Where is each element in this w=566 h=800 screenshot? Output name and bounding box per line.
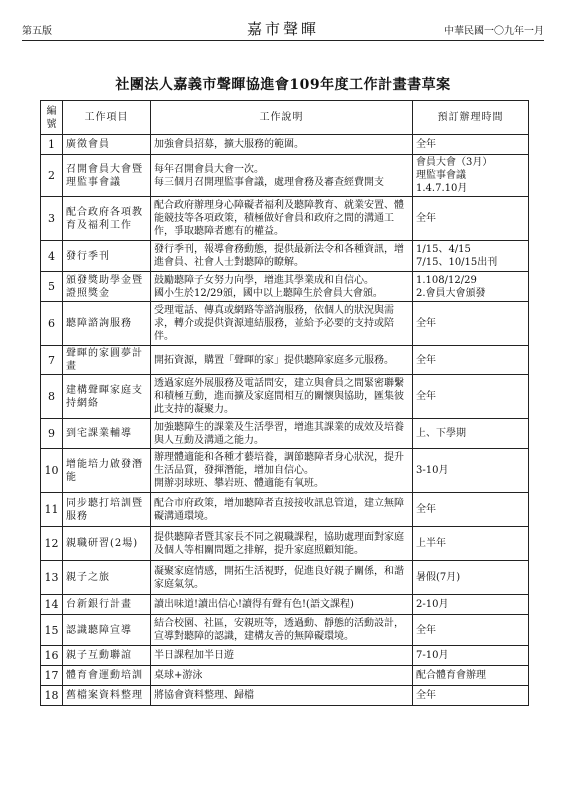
cell-number: 2 xyxy=(41,155,63,197)
table-header-row xyxy=(41,101,529,135)
cell-schedule: 3-10月 xyxy=(413,449,529,493)
issue-date: 中華民國一〇九年一月 xyxy=(444,26,544,37)
cell-schedule: 上半年 xyxy=(413,527,529,561)
cell-schedule: 全年 xyxy=(413,302,529,346)
table-row xyxy=(41,375,529,419)
edition-label: 第五版 xyxy=(22,26,52,37)
cell-schedule: 全年 xyxy=(413,615,529,646)
cell-item: 親子互動聯誼 xyxy=(63,646,151,666)
cell-schedule: 全年 xyxy=(413,135,529,155)
cell-schedule: 7-10月 xyxy=(413,646,529,666)
cell-number: 4 xyxy=(41,241,63,272)
cell-schedule: 全年 xyxy=(413,375,529,419)
cell-schedule: 會員大會（3月） 理監事會議 1.4.7.10月 xyxy=(413,155,529,197)
table-row xyxy=(41,302,529,346)
cell-description: 半日課程加半日遊 xyxy=(151,646,413,666)
cell-description: 結合校園、社區，安親班等，透過動、靜態的活動設計，宣導對聽障的認識，建構友善的無障礙環境。 xyxy=(151,615,413,646)
cell-item: 增能培力啟發潛能 xyxy=(63,449,151,493)
cell-item: 到宅課業輔導 xyxy=(63,419,151,449)
cell-description: 讀出味道!讀出信心!讀得有聲有色!(語文課程) xyxy=(151,595,413,615)
cell-number: 1 xyxy=(41,135,63,155)
column-header-item: 工作項目 xyxy=(63,101,151,135)
cell-description: 提供聽障者暨其家長不同之親職課程，協助處理面對家庭及個人等相關問題之排解，提升家庭照顧知能。 xyxy=(151,527,413,561)
cell-number: 8 xyxy=(41,375,63,419)
table-row xyxy=(41,686,529,706)
cell-schedule: 配合體育會辦理 xyxy=(413,666,529,686)
table-row xyxy=(41,493,529,527)
cell-description: 辦理體適能和各種才藝培養，調節聽障者身心狀況，提升生活品質，發揮潛能，增加自信心。 開辦羽球班、攀岩班、體適能有氧班。 xyxy=(151,449,413,493)
table-row xyxy=(41,646,529,666)
document-title: 社團法人嘉義市聲暉協進會109年度工作計畫書草案 xyxy=(115,77,451,93)
cell-item: 配合政府各項教育及福利工作 xyxy=(63,197,151,241)
cell-description: 每年召開會員大會一次。 每三個月召開理監事會議，處理會務及審查經費開支 xyxy=(151,155,413,197)
table-row xyxy=(41,241,529,272)
cell-item: 體育會運動培訓 xyxy=(63,666,151,686)
cell-schedule: 全年 xyxy=(413,197,529,241)
cell-number: 3 xyxy=(41,197,63,241)
cell-number: 5 xyxy=(41,272,63,302)
cell-number: 12 xyxy=(41,527,63,561)
cell-item: 親子之旅 xyxy=(63,561,151,595)
cell-schedule: 全年 xyxy=(413,493,529,527)
cell-description: 凝聚家庭情感，開拓生活視野，促進良好親子關係，和諧家庭氣氛。 xyxy=(151,561,413,595)
cell-number: 18 xyxy=(41,686,63,706)
cell-item: 台新銀行計畫 xyxy=(63,595,151,615)
table-row xyxy=(41,272,529,302)
cell-item: 認識聽障宣導 xyxy=(63,615,151,646)
table-row xyxy=(41,135,529,155)
cell-description: 受理電話、傳真或網路等諮詢服務，依個人的狀況與需求，轉介或提供資源連結服務，並給予必要的支持或陪伴。 xyxy=(151,302,413,346)
table-row xyxy=(41,615,529,646)
cell-description: 將協會資料整理、歸檔 xyxy=(151,686,413,706)
cell-description: 鼓勵聽障子女努力向學，增進其學業成和自信心。 國小生於12/29頒，國中以上聽障生於會員大會頒。 xyxy=(151,272,413,302)
column-header-description: 工作說明 xyxy=(151,101,413,135)
cell-description: 開拓資源，購置「聲暉的家」提供聽障家庭多元服務。 xyxy=(151,346,413,375)
work-plan-table xyxy=(40,100,529,706)
table-row xyxy=(41,527,529,561)
cell-schedule: 全年 xyxy=(413,686,529,706)
cell-number: 14 xyxy=(41,595,63,615)
cell-item: 頒發獎助學金暨證照獎金 xyxy=(63,272,151,302)
table-row xyxy=(41,155,529,197)
table-row xyxy=(41,346,529,375)
cell-schedule: 2-10月 xyxy=(413,595,529,615)
cell-number: 10 xyxy=(41,449,63,493)
newspaper-name: 嘉市聲暉 xyxy=(246,20,319,38)
cell-description: 加強會員招募，擴大服務的範圍。 xyxy=(151,135,413,155)
cell-schedule: 1.108/12/29 2.會員大會頒發 xyxy=(413,272,529,302)
cell-item: 同步聽打培訓暨服務 xyxy=(63,493,151,527)
cell-item: 聲暉的家圓夢計畫 xyxy=(63,346,151,375)
cell-description: 配合政府辦理身心障礙者福利及聽障教育、就業安置、體能競技等各項政策，積極做好會員和政府之間的溝通工作，爭取聽障者應有的權益。 xyxy=(151,197,413,241)
table-body xyxy=(41,135,529,706)
cell-description: 加強聽障生的課業及生活學習，增進其課業的成效及培養與人互動及溝通之能力。 xyxy=(151,419,413,449)
cell-number: 6 xyxy=(41,302,63,346)
cell-description: 發行季刊，報導會務動態，提供最新法令和各種資訊，增進會員、社會人士對聽障的瞭解。 xyxy=(151,241,413,272)
page-header xyxy=(22,18,544,41)
cell-item: 舊檔案資料整理 xyxy=(63,686,151,706)
cell-number: 7 xyxy=(41,346,63,375)
table-row xyxy=(41,561,529,595)
table-row xyxy=(41,197,529,241)
cell-schedule: 上、下學期 xyxy=(413,419,529,449)
cell-number: 16 xyxy=(41,646,63,666)
column-header-number: 編號 xyxy=(41,101,63,135)
table-row xyxy=(41,449,529,493)
column-header-schedule: 預訂辦理時間 xyxy=(413,101,529,135)
cell-number: 13 xyxy=(41,561,63,595)
cell-description: 配合市府政策，增加聽障者直接接收訊息管道，建立無障礙溝通環境。 xyxy=(151,493,413,527)
cell-description: 透過家庭外展服務及電話問安，建立與會員之間緊密聯繫和積極互動，進而擴及家庭間相互的關懷與協助，匯集彼此支持的凝聚力。 xyxy=(151,375,413,419)
table-row xyxy=(41,595,529,615)
cell-description: 桌球+游泳 xyxy=(151,666,413,686)
cell-item: 廣徵會員 xyxy=(63,135,151,155)
cell-item: 聽障諮詢服務 xyxy=(63,302,151,346)
cell-number: 15 xyxy=(41,615,63,646)
cell-number: 9 xyxy=(41,419,63,449)
table-row xyxy=(41,419,529,449)
cell-item: 親職研習(2場) xyxy=(63,527,151,561)
cell-schedule: 暑假(7月) xyxy=(413,561,529,595)
table-row xyxy=(41,666,529,686)
cell-schedule: 1/15、4/15 7/15、10/15出刊 xyxy=(413,241,529,272)
cell-number: 17 xyxy=(41,666,63,686)
cell-item: 召開會員大會暨理監事會議 xyxy=(63,155,151,197)
cell-schedule: 全年 xyxy=(413,346,529,375)
cell-item: 發行季刊 xyxy=(63,241,151,272)
cell-item: 建構聲暉家庭支持網絡 xyxy=(63,375,151,419)
cell-number: 11 xyxy=(41,493,63,527)
